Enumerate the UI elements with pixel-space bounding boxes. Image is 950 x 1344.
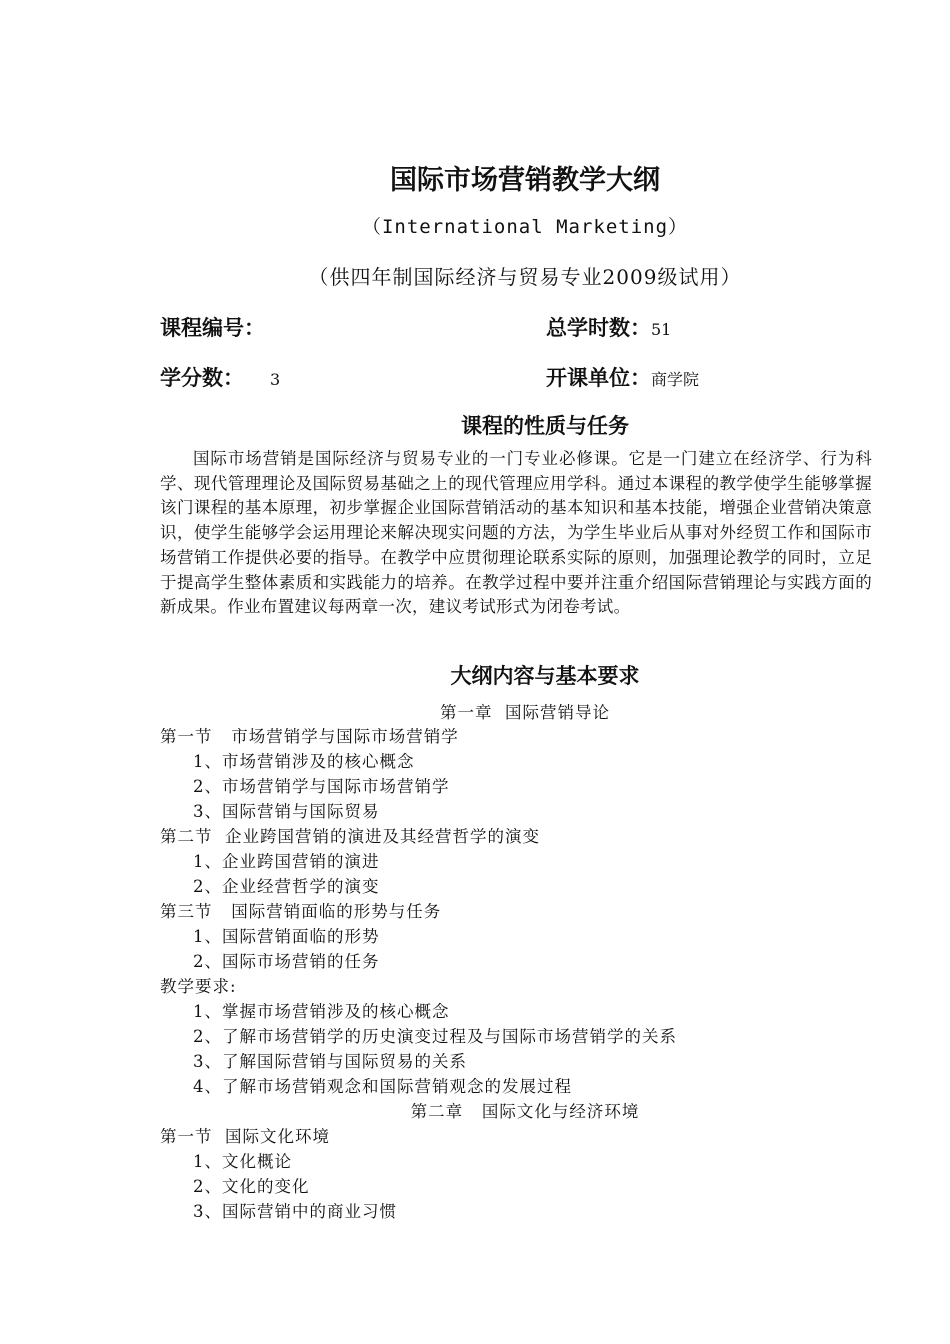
document-usage-note: （供四年制国际经济与贸易专业2009级试用） [308, 265, 742, 289]
list-item: 3、国际营销中的商业习惯 [193, 1202, 397, 1221]
credits-value: 3 [270, 370, 281, 389]
list-item: 2、文化的变化 [193, 1177, 310, 1196]
total-hours [546, 312, 671, 342]
chapter-1-section-1: 第一节 市场营销学与国际市场营销学 [160, 727, 459, 746]
credits-label: 学分数： [160, 366, 244, 390]
credits [160, 362, 280, 392]
offering-unit-label: 开课单位： [546, 366, 651, 390]
offering-unit-value: 商学院 [651, 370, 700, 389]
list-item: 1、国际营销面临的形势 [193, 927, 380, 946]
offering-unit [546, 362, 699, 392]
course-code [160, 312, 265, 342]
list-item: 4、了解市场营销观念和国际营销观念的发展过程 [193, 1077, 572, 1096]
course-code-label: 课程编号： [160, 316, 265, 340]
section-heading-outline: 大纲内容与基本要求 [450, 664, 640, 688]
chapter-1-section-3: 第三节 国际营销面临的形势与任务 [160, 902, 442, 921]
list-item: 2、国际市场营销的任务 [193, 952, 380, 971]
chapter-2-section-1: 第一节 国际文化环境 [160, 1127, 330, 1146]
total-hours-value: 51 [651, 320, 672, 339]
chapter-2-title: 第二章 国际文化与经济环境 [410, 1102, 640, 1121]
document-subtitle: （International Marketing） [361, 216, 689, 238]
section-heading-nature: 课程的性质与任务 [461, 414, 629, 438]
list-item: 2、企业经营哲学的演变 [193, 877, 380, 896]
list-item: 2、市场营销学与国际市场营销学 [193, 777, 450, 796]
teaching-requirements-label: 教学要求: [160, 977, 237, 996]
list-item: 1、掌握市场营销涉及的核心概念 [193, 1002, 450, 1021]
list-item: 1、文化概论 [193, 1152, 292, 1171]
total-hours-label: 总学时数： [546, 316, 651, 340]
list-item: 1、企业跨国营销的演进 [193, 852, 380, 871]
list-item: 3、国际营销与国际贸易 [193, 802, 380, 821]
chapter-1-title: 第一章 国际营销导论 [440, 703, 610, 722]
list-item: 2、了解市场营销学的历史演变过程及与国际市场营销学的关系 [193, 1027, 677, 1046]
list-item: 1、市场营销涉及的核心概念 [193, 752, 415, 771]
list-item: 3、了解国际营销与国际贸易的关系 [193, 1052, 467, 1071]
section-body-nature: 国际市场营销是国际经济与贸易专业的一门专业必修课。它是一门建立在经济学、行为科学、现代管理理论及国际贸易基础之上的现代管理应用学科。通过本课程的教学使学生能够掌握该门课程的基本原理，初步掌握企业国际营销活动的基本知识和基本技能，增强企业营销决策意识，使学生能够学会运用理论来解决现实问题的方法，为学生毕业后从事对外经贸工作和国际市场营销工作提供必要的指导。在教学中应贯彻理论联系实际的原则，加强理论教学的同时，立足于提高学生整体素质和实践能力的培养。在教学过程中要并注重介绍国际营销理论与实践方面的新成果。作业布置建议每两章一次，建议考试形式为闭卷考试。 [160, 449, 872, 617]
document-title: 国际市场营销教学大纲 [390, 165, 660, 196]
chapter-1-section-2: 第二节 企业跨国营销的演进及其经营哲学的演变 [160, 827, 540, 846]
